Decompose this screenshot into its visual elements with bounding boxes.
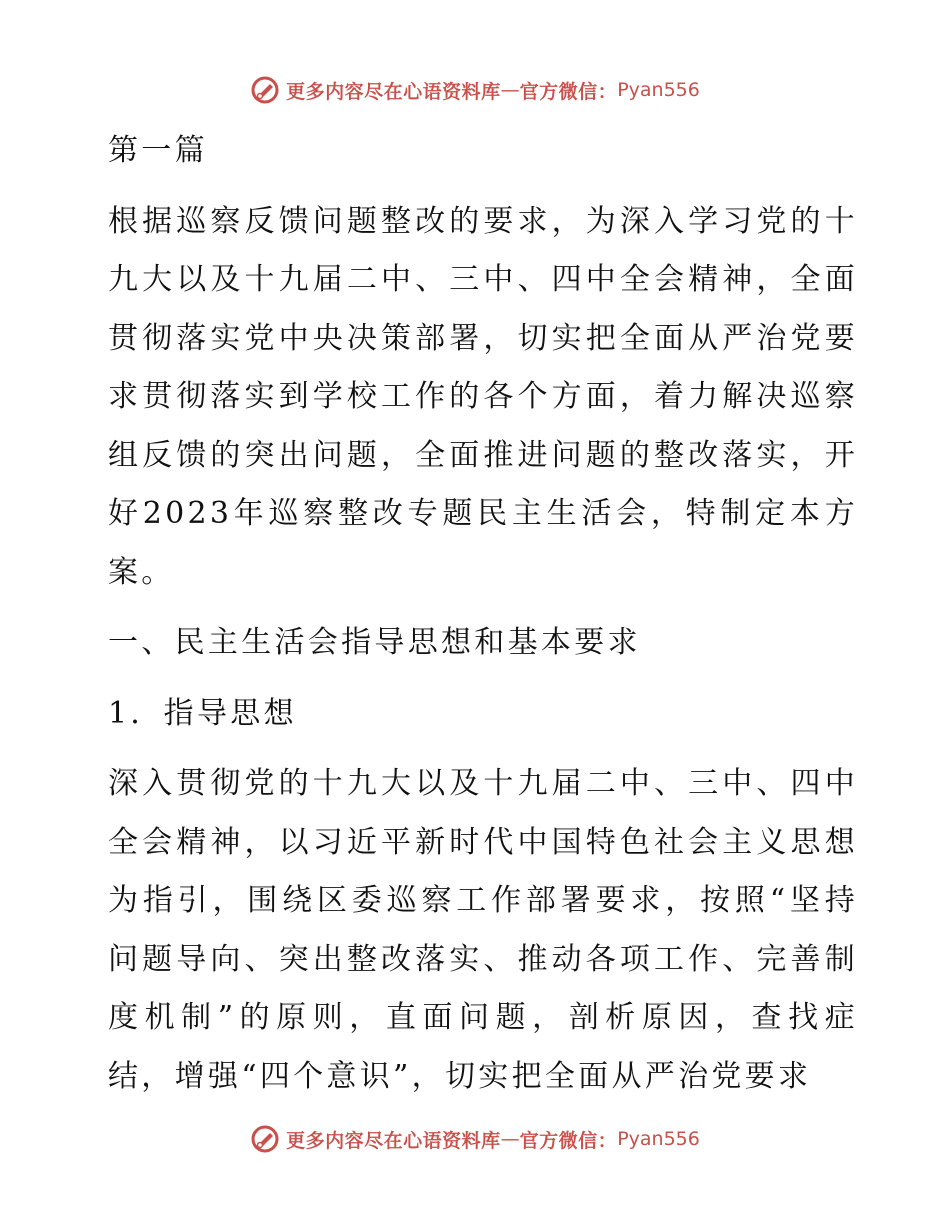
document-heading: 第一篇 bbox=[108, 133, 208, 168]
footer-separator: — bbox=[500, 1128, 520, 1150]
subsection-title: 1．指导思想 bbox=[108, 695, 297, 731]
document-body bbox=[98, 122, 858, 1106]
header-wechat-label: 官方微信： bbox=[519, 80, 618, 103]
footer-banner bbox=[0, 1119, 950, 1159]
header-banner bbox=[0, 70, 950, 110]
intro-paragraph: 根据巡察反馈问题整改的要求，为深入学习党的十九大以及十九届二中、三中、四中全会精神，全面贯彻落实党中央决策部署，切实把全面从严治党要求贯彻落实到学校工作的各个方面，着力解决巡察组反馈的突出问题，全面推进问题的整改落实，开好2023年巡察整改专题民主生活会，特制定本方案。 bbox=[108, 203, 858, 590]
subsection-paragraph: 深入贯彻党的十九大以及十九届二中、三中、四中全会精神，以习近平新时代中国特色社会主义思想为指引，围绕区委巡察工作部署要求，按照“坚持问题导向、突出整改落实、推动各项工作、完善制度机制”的原则，直面问题，剖析原因，查找症结，增强“四个意识”，切实把全面从严治党要求 bbox=[108, 766, 858, 1094]
logo-icon bbox=[250, 75, 280, 105]
header-wechat-id: Pyan556 bbox=[617, 79, 700, 101]
footer-brand: 更多内容尽在心语资料库 bbox=[286, 1129, 501, 1152]
footer-wechat-id: Pyan556 bbox=[617, 1128, 700, 1150]
header-separator: — bbox=[500, 79, 520, 101]
footer-wechat-label: 官方微信： bbox=[519, 1129, 618, 1152]
logo-icon bbox=[250, 1124, 280, 1154]
header-brand: 更多内容尽在心语资料库 bbox=[286, 80, 501, 103]
section-title: 一、民主生活会指导思想和基本要求 bbox=[108, 625, 641, 660]
